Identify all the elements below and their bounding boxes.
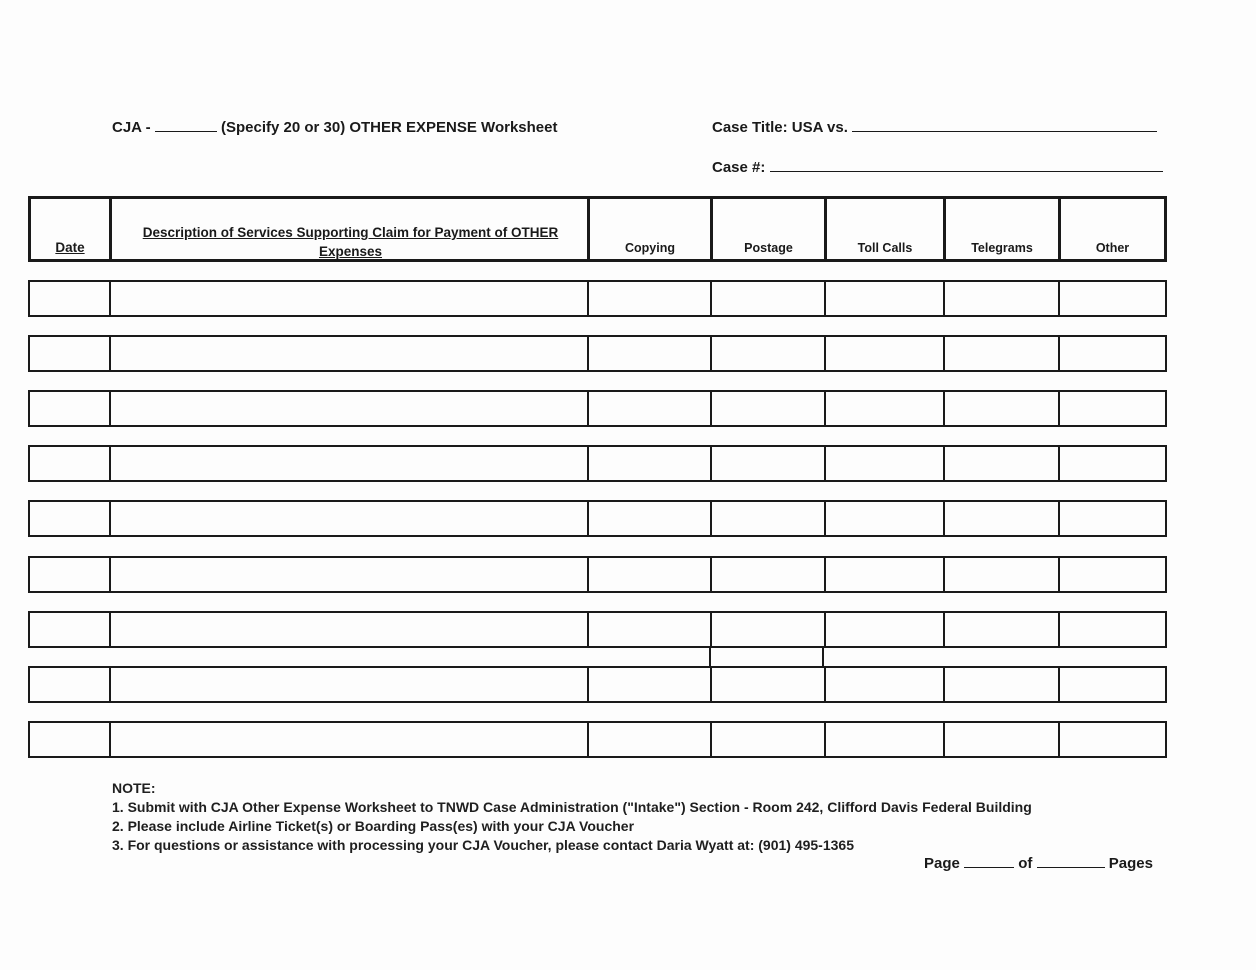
cell-copying[interactable] bbox=[589, 558, 712, 591]
note-item: 1. Submit with CJA Other Expense Worksheet to TNWD Case Administration ("Intake") Section - Room 242, Clifford Davis Federal Building bbox=[112, 799, 1032, 815]
page-label: Page bbox=[924, 855, 960, 872]
note-item: 2. Please include Airline Ticket(s) or Boarding Pass(es) with your CJA Voucher bbox=[112, 818, 635, 834]
cell-toll-calls[interactable] bbox=[826, 337, 945, 370]
toll-calls-header-label: Toll Calls bbox=[857, 241, 913, 255]
cell-telegrams[interactable] bbox=[945, 613, 1060, 646]
postage-column-connector bbox=[822, 646, 824, 668]
cell-telegrams[interactable] bbox=[945, 723, 1060, 756]
description-header-label: Description of Services Supporting Claim for Payment of OTHER Expenses bbox=[142, 225, 559, 259]
cell-description[interactable] bbox=[111, 282, 589, 315]
case-title-label: Case Title: USA vs. bbox=[712, 119, 848, 136]
cell-other[interactable] bbox=[1060, 668, 1165, 701]
cell-copying[interactable] bbox=[589, 613, 712, 646]
cell-postage[interactable] bbox=[712, 447, 826, 480]
total-pages-field[interactable] bbox=[1037, 853, 1105, 868]
other-header-label: Other bbox=[1095, 241, 1130, 255]
cell-date[interactable] bbox=[30, 337, 111, 370]
page-count-line bbox=[924, 853, 1153, 872]
cell-description[interactable] bbox=[111, 613, 589, 646]
cell-telegrams[interactable] bbox=[945, 282, 1060, 315]
cell-description[interactable] bbox=[111, 337, 589, 370]
table-row bbox=[28, 611, 1167, 648]
notes-heading: NOTE: bbox=[112, 780, 156, 796]
notes-section bbox=[112, 779, 1032, 855]
cell-postage[interactable] bbox=[712, 558, 826, 591]
cell-toll-calls[interactable] bbox=[826, 613, 945, 646]
cell-other[interactable] bbox=[1060, 392, 1165, 425]
cell-toll-calls[interactable] bbox=[826, 392, 945, 425]
cell-description[interactable] bbox=[111, 447, 589, 480]
cell-copying[interactable] bbox=[589, 447, 712, 480]
case-number-line bbox=[712, 157, 1163, 176]
cell-toll-calls[interactable] bbox=[826, 668, 945, 701]
cell-other[interactable] bbox=[1060, 282, 1165, 315]
case-title-field[interactable] bbox=[852, 117, 1157, 132]
table-row bbox=[28, 280, 1167, 317]
telegrams-header-label: Telegrams bbox=[971, 241, 1033, 255]
column-header-toll-calls bbox=[827, 199, 946, 259]
cell-telegrams[interactable] bbox=[945, 668, 1060, 701]
cell-copying[interactable] bbox=[589, 337, 712, 370]
cell-copying[interactable] bbox=[589, 392, 712, 425]
cell-date[interactable] bbox=[30, 668, 111, 701]
column-header-description bbox=[112, 199, 590, 259]
title-suffix: (Specify 20 or 30) OTHER EXPENSE Worksheet bbox=[220, 119, 558, 136]
table-row bbox=[28, 335, 1167, 372]
case-number-label: Case #: bbox=[712, 159, 766, 176]
page-number-field[interactable] bbox=[964, 853, 1014, 868]
cell-postage[interactable] bbox=[712, 613, 826, 646]
postage-header-label: Postage bbox=[744, 241, 793, 255]
cell-description[interactable] bbox=[111, 392, 589, 425]
column-header-postage bbox=[713, 199, 827, 259]
cell-other[interactable] bbox=[1060, 613, 1165, 646]
cell-date[interactable] bbox=[30, 558, 111, 591]
table-row bbox=[28, 666, 1167, 703]
cell-postage[interactable] bbox=[712, 392, 826, 425]
cell-other[interactable] bbox=[1060, 502, 1165, 535]
cell-other[interactable] bbox=[1060, 447, 1165, 480]
cell-copying[interactable] bbox=[589, 502, 712, 535]
cell-toll-calls[interactable] bbox=[826, 282, 945, 315]
cell-toll-calls[interactable] bbox=[826, 558, 945, 591]
cell-date[interactable] bbox=[30, 613, 111, 646]
cell-date[interactable] bbox=[30, 447, 111, 480]
copying-header-label: Copying bbox=[625, 241, 675, 255]
cell-postage[interactable] bbox=[712, 337, 826, 370]
pages-label: Pages bbox=[1108, 855, 1153, 872]
table-row bbox=[28, 500, 1167, 537]
cell-other[interactable] bbox=[1060, 723, 1165, 756]
cell-postage[interactable] bbox=[712, 723, 826, 756]
cell-telegrams[interactable] bbox=[945, 558, 1060, 591]
cell-other[interactable] bbox=[1060, 337, 1165, 370]
of-label: of bbox=[1018, 855, 1033, 872]
table-row bbox=[28, 390, 1167, 427]
cell-telegrams[interactable] bbox=[945, 337, 1060, 370]
cell-telegrams[interactable] bbox=[945, 502, 1060, 535]
cell-description[interactable] bbox=[111, 668, 589, 701]
cell-date[interactable] bbox=[30, 502, 111, 535]
cell-copying[interactable] bbox=[589, 723, 712, 756]
cell-toll-calls[interactable] bbox=[826, 723, 945, 756]
cell-toll-calls[interactable] bbox=[826, 447, 945, 480]
cell-date[interactable] bbox=[30, 282, 111, 315]
table-row bbox=[28, 445, 1167, 482]
title-prefix: CJA - bbox=[112, 119, 151, 136]
table-row bbox=[28, 721, 1167, 758]
cell-telegrams[interactable] bbox=[945, 392, 1060, 425]
cell-date[interactable] bbox=[30, 392, 111, 425]
note-item: 3. For questions or assistance with processing your CJA Voucher, please contact Daria Wyatt at: (901) 495-1365 bbox=[112, 837, 854, 853]
cell-description[interactable] bbox=[111, 723, 589, 756]
cell-copying[interactable] bbox=[589, 282, 712, 315]
cell-postage[interactable] bbox=[712, 502, 826, 535]
date-header-label: Date bbox=[55, 240, 85, 255]
column-header-copying bbox=[590, 199, 713, 259]
column-header-date bbox=[31, 199, 112, 259]
postage-column-connector bbox=[709, 646, 711, 668]
cell-toll-calls[interactable] bbox=[826, 502, 945, 535]
cell-description[interactable] bbox=[111, 502, 589, 535]
worksheet-title bbox=[112, 117, 557, 136]
column-header-telegrams bbox=[946, 199, 1061, 259]
cell-postage[interactable] bbox=[712, 282, 826, 315]
cja-type-field[interactable] bbox=[155, 117, 217, 132]
cell-date[interactable] bbox=[30, 723, 111, 756]
cell-copying[interactable] bbox=[589, 668, 712, 701]
case-number-field[interactable] bbox=[770, 157, 1163, 172]
expense-table-header bbox=[28, 196, 1167, 262]
cell-postage[interactable] bbox=[712, 668, 826, 701]
cell-other[interactable] bbox=[1060, 558, 1165, 591]
table-row bbox=[28, 556, 1167, 593]
column-header-other bbox=[1061, 199, 1164, 259]
cell-telegrams[interactable] bbox=[945, 447, 1060, 480]
cell-description[interactable] bbox=[111, 558, 589, 591]
case-title-line bbox=[712, 117, 1157, 136]
